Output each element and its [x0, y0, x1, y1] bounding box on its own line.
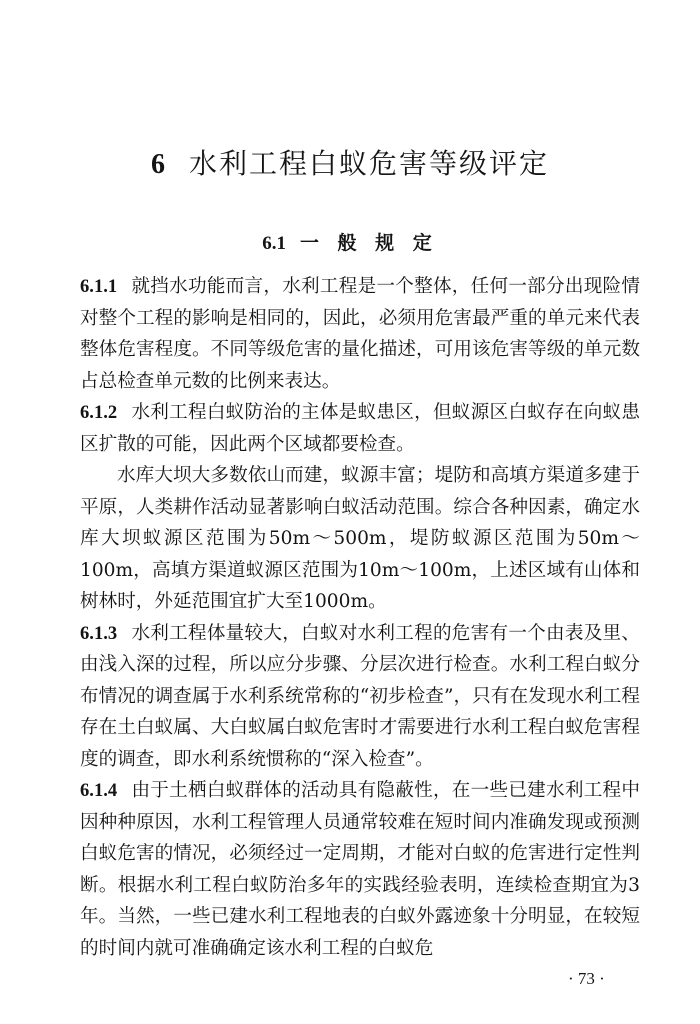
section-heading [0, 230, 700, 257]
section-title-text: 一 般 规 定 [299, 232, 438, 254]
paragraph-text: 水利工程白蚁防治的主体是蚁患区，但蚁源区白蚁存在向蚁患区扩散的可能，因此两个区域都要检查。 [80, 402, 640, 455]
paragraph-text: 水利工程体量较大，白蚁对水利工程的危害有一个由表及里、由浅入深的过程，所以应分步骤、分层次进行检查。水利工程白蚁分布情况的调查属于水利系统常称的“初步检查”，只有在发现水利工程存在土白蚁属、大白蚁属白蚁危害时才需要进行水利工程白蚁危害程度的调查，即水利系统惯称的“深入检查”。 [80, 622, 640, 770]
chapter-heading [0, 146, 700, 183]
paragraph-6-1-2-continued [80, 460, 640, 618]
clause-number: 6.1.4 [80, 780, 118, 801]
paragraph-text: 由于土栖白蚁群体的活动具有隐蔽性，在一些已建水利工程中因种种原因，水利工程管理人员通常较难在短时间内准确发现或预测白蚁危害的情况，必须经过一定周期，才能对白蚁的危害进行定性判断。根据水利工程白蚁防治多年的实践经验表明，连续检查期宜为3年。当然，一些已建水利工程地表的白蚁外露迹象十分明显，在较短的时间内就可准确确定该水利工程的白蚁危 [80, 780, 640, 959]
clause-number: 6.1.2 [80, 402, 118, 423]
paragraph-6-1-2 [80, 397, 640, 460]
clause-number: 6.1.1 [80, 276, 118, 297]
paragraph-text: 就挡水功能而言，水利工程是一个整体，任何一部分出现险情对整个工程的影响是相同的，因此，必须用危害最严重的单元来代表整体危害程度。不同等级危害的量化描述，可用该危害等级的单元数占总检查单元数的比例来表达。 [80, 276, 640, 392]
paragraph-6-1-4 [80, 775, 640, 964]
paragraph-6-1-1 [80, 271, 640, 397]
section-number: 6.1 [262, 233, 286, 254]
paragraph-6-1-3 [80, 618, 640, 776]
body-text [80, 271, 640, 964]
chapter-number: 6 [150, 149, 167, 180]
page-number: · 73 · [568, 969, 605, 988]
clause-number: 6.1.3 [80, 622, 118, 644]
paragraph-text: 水库大坝大多数依山而建，蚁源丰富；堤防和高填方渠道多建于平原，人类耕作活动显著影响白蚁活动范围。综合各种因素，确定水库大坝蚁源区范围为50m～500m，堤防蚁源区范围为50m～100m，高填方渠道蚁源区范围为10m～100m，上述区域有山体和树林时，外延范围宜扩大至1000m。 [80, 465, 640, 612]
chapter-title-text: 水利工程白蚁危害等级评定 [188, 147, 549, 180]
